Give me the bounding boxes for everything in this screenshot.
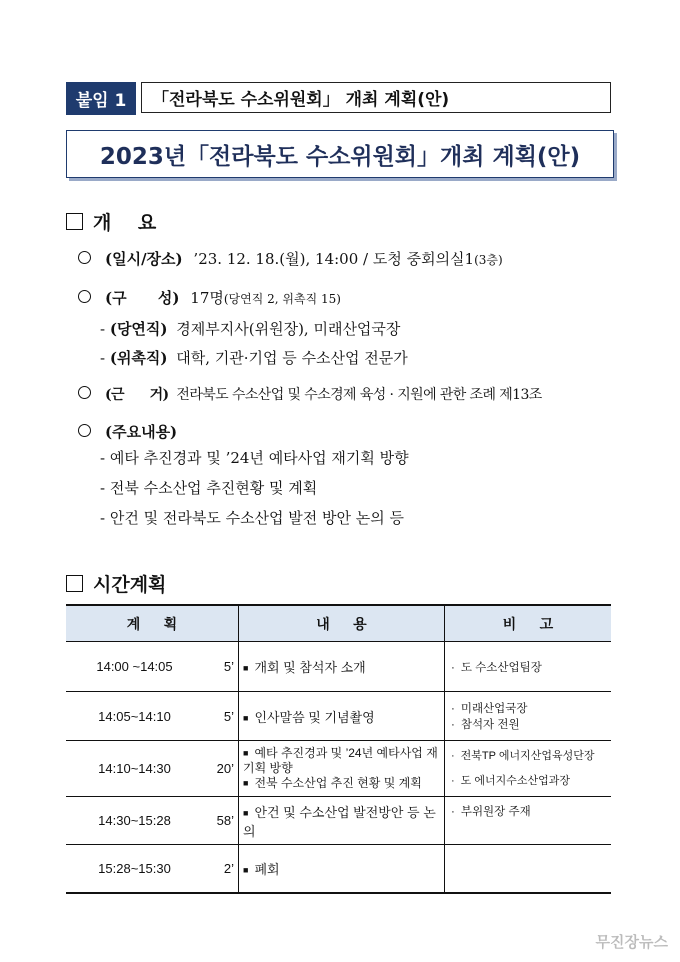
checkbox-square-icon [66, 213, 83, 230]
table-row [66, 845, 611, 893]
item-label: (일시/장소) [105, 250, 183, 268]
item-label: (주요내용) [105, 423, 178, 441]
note-text: 도 에너지수소산업과장 [460, 774, 570, 787]
note-cell [445, 692, 612, 741]
content-cell [239, 797, 445, 845]
square-bullet-icon: ■ [243, 807, 249, 818]
item-value: 전라북도 수소산업 및 수소경제 육성 · 지원에 관한 조례 제13조 [176, 387, 542, 403]
content-item: - 예타 추진경과 및 ’24년 예타사업 재기획 방향 [100, 449, 409, 467]
note-cell [445, 642, 612, 692]
time-cell: 14:00 ~14:05 [66, 642, 203, 692]
member-label: (위촉직) [109, 349, 168, 367]
overview-item-basis [78, 384, 542, 404]
overview-heading [66, 208, 156, 235]
content-cell [239, 845, 445, 893]
watermark: 무진장뉴스 [595, 933, 668, 951]
item-value: 17명 [190, 289, 224, 307]
table-row [66, 741, 611, 797]
column-header-plan: 계 획 [66, 605, 239, 642]
attachment-badge: 붙임 1 [66, 82, 136, 115]
dot-bullet-icon: · [451, 749, 455, 762]
square-bullet-icon: ■ [243, 663, 249, 673]
schedule-table [66, 604, 611, 894]
content-text: 전북 수소산업 추진 현황 및 계획 [254, 776, 422, 790]
time-cell: 14:30~15:28 [66, 797, 203, 845]
table-row [66, 797, 611, 845]
dot-bullet-icon: · [451, 806, 455, 818]
content-text: 안건 및 수소산업 발전방안 등 논의 [243, 804, 436, 839]
item-value-small: (당연직 2, 위촉직 15) [223, 292, 341, 306]
circle-bullet-icon [78, 251, 91, 264]
square-bullet-icon: ■ [243, 778, 249, 788]
overview-heading-text: 개 요 [93, 212, 157, 234]
time-cell: 14:10~14:30 [66, 741, 203, 797]
duration-cell: 2’ [203, 845, 239, 893]
content-text: 개회 및 참석자 소개 [254, 660, 366, 675]
duration-cell: 5’ [203, 642, 239, 692]
schedule-heading [66, 570, 166, 597]
content-item: - 전북 수소산업 추진현황 및 계획 [100, 479, 318, 497]
member-label: (당연직) [109, 320, 168, 338]
content-text: 예타 추진경과 및 ’24년 예타사업 재기획 방향 [243, 746, 438, 775]
square-bullet-icon: ■ [243, 864, 249, 875]
note-text: 전북TP 에너지산업육성단장 [460, 749, 595, 762]
attachment-title: 「전라북도 수소위원회」 개최 계획(안) [141, 82, 611, 113]
member-appointed: - (위촉직) 대학, 기관·기업 등 수소산업 전문가 [100, 349, 408, 367]
circle-bullet-icon [78, 290, 91, 303]
overview-item-contents [78, 421, 177, 442]
duration-cell: 5’ [203, 692, 239, 741]
note-cell [445, 845, 612, 893]
content-text: 인사말씀 및 기념촬영 [254, 709, 375, 725]
dot-bullet-icon: · [451, 719, 455, 731]
item-value-small: (3층) [474, 253, 503, 267]
note-cell [445, 797, 612, 845]
member-value: 대학, 기관·기업 등 수소산업 전문가 [176, 349, 408, 367]
item-label: (근 거) [105, 387, 169, 403]
checkbox-square-icon [66, 575, 83, 592]
content-cell [239, 692, 445, 741]
overview-item-composition [78, 287, 341, 308]
overview-item-datetime [78, 248, 503, 269]
content-text: 전북 수소산업 추진현황 및 계획 [109, 479, 318, 497]
square-bullet-icon: ■ [243, 748, 249, 758]
content-cell [239, 741, 445, 797]
note-text: 부위원장 주재 [460, 806, 531, 818]
content-cell [239, 642, 445, 692]
square-bullet-icon: ■ [243, 712, 249, 723]
duration-cell: 20’ [203, 741, 239, 797]
content-text: 예타 추진경과 및 ’24년 예타사업 재기획 방향 [109, 449, 409, 467]
time-cell: 14:05~14:10 [66, 692, 203, 741]
column-header-note: 비 고 [445, 605, 612, 642]
note-cell [445, 741, 612, 797]
item-label: (구 성) [105, 289, 180, 307]
circle-bullet-icon [78, 386, 91, 399]
note-text: 도 수소산업팀장 [460, 661, 542, 674]
note-text: 미래산업국장 [460, 703, 528, 715]
dot-bullet-icon: · [451, 703, 455, 715]
time-cell: 15:28~15:30 [66, 845, 203, 893]
member-value: 경제부지사(위원장), 미래산업국장 [176, 320, 401, 338]
duration-cell: 58’ [203, 797, 239, 845]
content-text: 폐회 [254, 861, 280, 877]
member-ex-officio: - (당연직) 경제부지사(위원장), 미래산업국장 [100, 320, 401, 338]
dot-bullet-icon: · [451, 774, 455, 787]
content-item: - 안건 및 전라북도 수소산업 발전 방안 논의 등 [100, 509, 405, 527]
schedule-heading-text: 시간계획 [93, 574, 167, 596]
table-row [66, 642, 611, 692]
circle-bullet-icon [78, 424, 91, 437]
column-header-content: 내 용 [239, 605, 445, 642]
content-text: 안건 및 전라북도 수소산업 발전 방안 논의 등 [109, 509, 405, 527]
table-row [66, 692, 611, 741]
item-value: ’23. 12. 18.(월), 14:00 / 도청 중회의실1 [193, 250, 475, 268]
main-title: 2023년「전라북도 수소위원회」개최 계획(안) [66, 130, 614, 178]
note-text: 참석자 전원 [460, 719, 520, 731]
dot-bullet-icon: · [451, 661, 455, 674]
